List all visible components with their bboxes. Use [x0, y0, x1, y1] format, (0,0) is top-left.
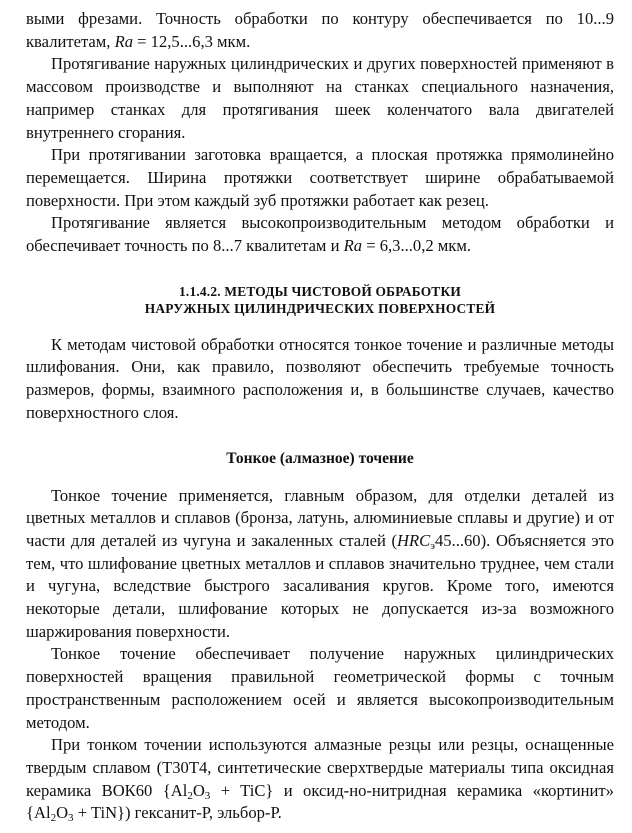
paragraph-text: Тонкое точение применяется, главным образом, для отделки деталей из цветных металлов и сплавов (бронза, латунь, алюминиевые сплавы и другие) и от части для деталей из чугуна и закаленных сталей ( [26, 485, 614, 550]
ra-symbol: Ra [343, 236, 363, 256]
paragraph-milling-accuracy [26, 8, 614, 53]
document-page [26, 8, 614, 825]
paragraph-broaching-process: При протягивании заготовка вращается, а плоская протяжка прямолинейно перемещается. Ширина протяжки соответствует ширине обрабатываемой поверхности. При этом каждый зуб протяжки работает как резец. [26, 145, 614, 210]
section-heading [26, 283, 614, 318]
subsection-title: Тонкое (алмазное) точение [226, 449, 414, 467]
paragraph-text: Протягивание является высокопроизводительным методом обработки и обеспечивает точность по 8...7 квалитетам и [26, 213, 614, 256]
ra-value: = 12,5...6,3 мкм. [133, 31, 251, 51]
formula-text: O [56, 803, 69, 823]
paragraph-text: + TiC} и оксид-но-нитридная керамика «кортинит» {Al [26, 780, 614, 823]
formula-text: O [192, 780, 205, 800]
hrc-subscript: э [430, 539, 435, 552]
paragraph-fine-turning-result: Тонкое точение обеспечивает получение наружных цилиндрических поверхностей вращения правильной геометрической формы с точным пространственным расположением осей и является высокопроизводительным методом. [26, 644, 614, 732]
paragraph-text: 45...60). Объясняется это тем, что шлифование цветных металлов и сплавов значительно труднее, чем стали и чугуна, вследствие быстрого засаливания кругов. Кроме того, имеются некоторые детали, шлифование которых не допускается из-за возможного шаржирования поверхности. [26, 530, 614, 641]
paragraph-finishing-methods: К методам чистовой обработки относятся тонкое точение и различные методы шлифования. Они, как правило, позволяют обеспечить требуемые точность размеров, формы, взаимного расположения и, в большинстве случаев, качество поверхностного слоя. [26, 334, 614, 422]
paragraph-fine-turning-application [26, 485, 614, 644]
paragraph-text: При тонком точении используются алмазные резцы или резцы, оснащенные твердым сплавом (Т30Т4, синтетические сверхтвердые материалы типа оксидная керамика ВОК60 {Al [26, 735, 614, 800]
paragraph-broaching-accuracy [26, 212, 614, 257]
paragraph-fine-turning-tools [26, 734, 614, 825]
paragraph-text: + TiN}) гексанит-Р, эльбор-Р. [73, 803, 282, 823]
paragraph-broaching-usage: Протягивание наружных цилиндрических и других поверхностей применяют в массовом производстве и выполняют на станках специального назначения, например станках для протягивания шеек коленчатого вала двигателей внутреннего сгорания. [26, 54, 614, 142]
formula-subscript: 2 [50, 812, 57, 825]
section-heading-line-1: 1.1.4.2. МЕТОДЫ ЧИСТОВОЙ ОБРАБОТКИ [179, 283, 461, 299]
formula-subscript: 2 [187, 789, 193, 802]
ra-symbol: Ra [114, 31, 134, 51]
section-heading-line-2: НАРУЖНЫХ ЦИЛИНДРИЧЕСКИХ ПОВЕРХНОСТЕЙ [144, 301, 496, 317]
formula-subscript: 3 [68, 812, 74, 825]
paragraph-text: выми фрезами. Точность обработки по контуру обеспечивается по 10...9 квалитетам, [26, 9, 614, 51]
formula-subscript: 3 [204, 789, 211, 802]
hrc-symbol: HRC [397, 530, 431, 550]
ra-value: = 6,3...0,2 мкм. [362, 236, 472, 256]
